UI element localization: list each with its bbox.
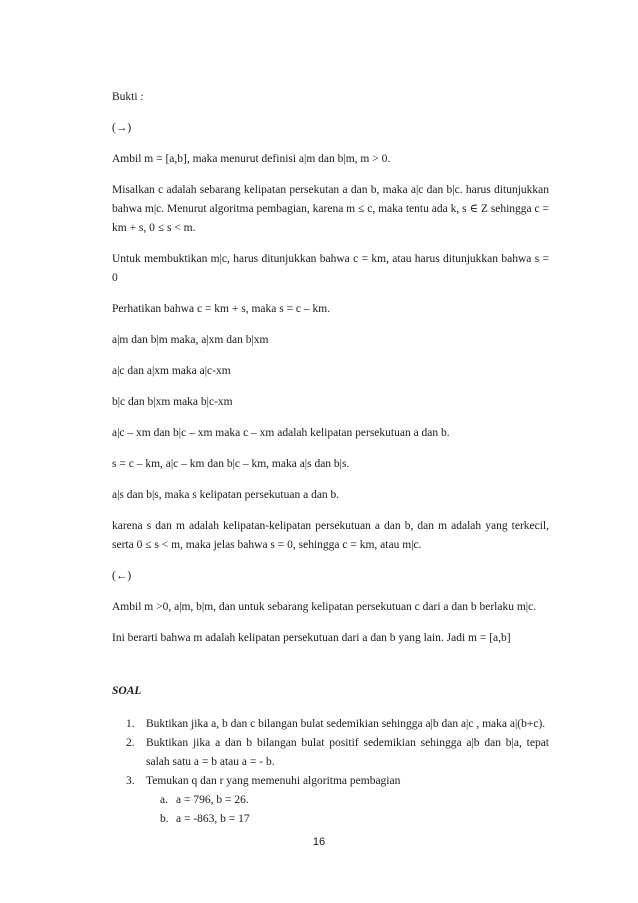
proof-paragraph-10: a|s dan b|s, maka s kelipatan persekutuan a dan b. [112,489,340,501]
soal-item [126,734,549,772]
proof-paragraph-6: a|c dan a|xm maka a|c-xm [112,365,231,377]
proof-paragraph-4: Perhatikan bahwa c = km + s, maka s = c – km. [112,303,331,315]
backward-direction-marker: (←) [112,570,132,582]
proof-paragraph-9: s = c – km, a|c – km dan b|c – km, maka a|s dan b|s. [112,458,350,470]
soal-sub-item-text: a = 796, b = 26. [176,794,249,806]
soal-sub-list [146,791,549,829]
soal-item-number: 2. [126,737,135,749]
soal-item-number: 3. [126,775,135,787]
soal-sub-item [160,791,549,810]
soal-sub-item-letter: a. [160,794,168,806]
proof-paragraph-12: Ambil m >0, a|m, b|m, dan untuk sebarang kelipatan persekutuan c dari a dan b berlaku m|c. [112,601,537,613]
soal-item [126,772,549,829]
soal-sub-item-text: a = -863, b = 17 [176,813,250,825]
proof-paragraph-11: karena s dan m adalah kelipatan-kelipatan persekutuan a dan b, dan m adalah yang terkecil, serta 0 ≤ s < m, maka jelas bahwa s = 0, sehingga c = km, atau m|c. [112,520,549,551]
soal-item-number: 1. [126,718,135,730]
forward-direction-marker: (→) [112,122,132,134]
soal-sub-item [160,810,549,829]
soal-heading: SOAL [112,685,142,697]
proof-paragraph-3: Untuk membuktikan m|c, harus ditunjukkan bahwa c = km, atau harus ditunjukkan bahwa s = 0 [112,253,549,284]
soal-item-text: Buktikan jika a, b dan c bilangan bulat sedemikian sehingga a|b dan a|c , maka a|(b+c). [146,718,546,730]
proof-paragraph-8: a|c – xm dan b|c – xm maka c – xm adalah kelipatan persekutuan a dan b. [112,427,450,439]
soal-item-text: Buktikan jika a dan b bilangan bulat positif sedemikian sehingga a|b dan b|a, tepat salah satu a = b atau a = - b. [146,737,549,768]
soal-item-text: Temukan q dan r yang memenuhi algoritma pembagian [146,775,401,787]
proof-paragraph-2: Misalkan c adalah sebarang kelipatan persekutan a dan b, maka a|c dan b|c. harus ditunjukkan bahwa m|c. Menurut algoritma pembagian, karena m ≤ c, maka tentu ada k, s ∈ Z sehingga c = km + s, 0 ≤ s < m. [112,184,549,234]
soal-list [112,715,549,829]
proof-paragraph-7: b|c dan b|xm maka b|c-xm [112,396,233,408]
proof-paragraph-5: a|m dan b|m maka, a|xm dan b|xm [112,334,269,346]
proof-title: Bukti : [112,91,144,103]
page-content [112,88,549,829]
proof-paragraph-13: Ini berarti bahwa m adalah kelipatan persekutuan dari a dan b yang lain. Jadi m = [a,b] [112,632,511,644]
proof-paragraph-1: Ambil m = [a,b], maka menurut definisi a|m dan b|m, m > 0. [112,153,391,165]
soal-sub-item-letter: b. [160,813,169,825]
page-number: 16 [312,836,326,848]
soal-item [126,715,549,734]
